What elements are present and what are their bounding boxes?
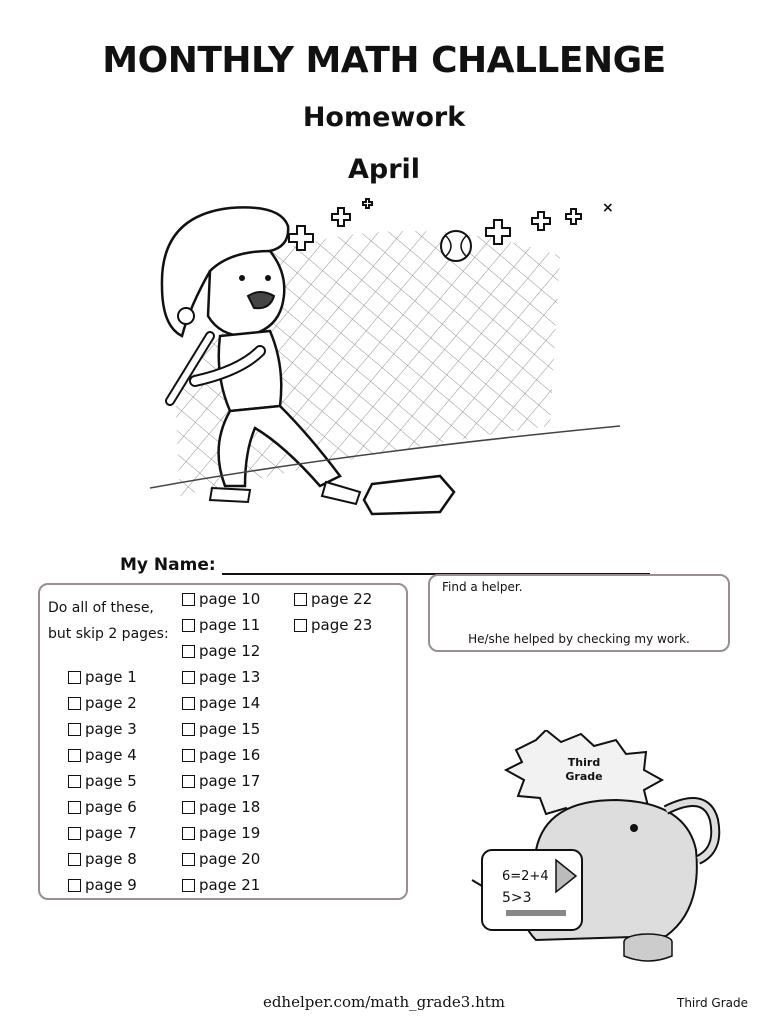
board-text: 5>3 [502, 890, 532, 906]
page-checklist-item[interactable] [182, 692, 260, 714]
page-checklist-item[interactable] [182, 796, 260, 818]
page-label: page 15 [199, 720, 261, 738]
checkbox[interactable] [68, 697, 81, 710]
board-text: 6=2+4 [502, 869, 549, 884]
page-label: page 3 [85, 720, 137, 738]
page-label: page 10 [199, 590, 261, 608]
page-title: MONTHLY MATH CHALLENGE [102, 40, 666, 81]
page-label: page 1 [85, 668, 137, 686]
checkbox[interactable] [182, 827, 195, 840]
page-checklist-item[interactable] [182, 874, 260, 896]
pages-checklist-box [38, 583, 408, 900]
page-label: page 16 [199, 746, 261, 764]
checkbox[interactable] [294, 593, 307, 606]
name-blank-line[interactable] [222, 553, 650, 575]
checkbox[interactable] [68, 827, 81, 840]
checkbox[interactable] [294, 619, 307, 632]
baseball-player-illustration [150, 196, 630, 524]
page-checklist-item[interactable] [182, 744, 260, 766]
checkbox[interactable] [182, 801, 195, 814]
checkbox[interactable] [68, 775, 81, 788]
page-checklist-item[interactable] [68, 770, 137, 792]
page-label: page 13 [199, 668, 261, 686]
burst-text: Third [567, 756, 601, 769]
page-label: page 23 [311, 616, 373, 634]
page-checklist-item[interactable] [182, 848, 260, 870]
page-checklist-item[interactable] [68, 718, 137, 740]
page-label: page 18 [199, 798, 261, 816]
checkbox[interactable] [182, 697, 195, 710]
page-checklist-item[interactable] [182, 666, 260, 688]
elephant-illustration [466, 730, 722, 970]
checkbox[interactable] [182, 619, 195, 632]
page-checklist-item[interactable] [182, 614, 260, 636]
page-checklist-item[interactable] [294, 614, 372, 636]
checklist-instructions [48, 595, 169, 647]
page-checklist-item[interactable] [68, 692, 137, 714]
helper-title: Find a helper. [442, 580, 523, 594]
checkbox[interactable] [182, 775, 195, 788]
page-checklist-item[interactable] [182, 640, 260, 662]
page-label: page 14 [199, 694, 261, 712]
page-checklist-item[interactable] [68, 822, 137, 844]
page-label: page 5 [85, 772, 137, 790]
page-checklist-item[interactable] [68, 874, 137, 896]
footer-url: edhelper.com/math_grade3.htm [262, 993, 506, 1011]
page-label: page 9 [85, 876, 137, 894]
checkbox[interactable] [68, 723, 81, 736]
page-checklist-item[interactable] [182, 822, 260, 844]
page-checklist-item[interactable] [182, 770, 260, 792]
helper-box [428, 574, 730, 652]
page-subtitle: Homework [302, 102, 466, 133]
month-label: April [347, 154, 421, 185]
page-checklist-item[interactable] [182, 588, 260, 610]
checkbox[interactable] [182, 645, 195, 658]
instruction-line: but skip 2 pages: [48, 626, 169, 642]
checkbox[interactable] [182, 879, 195, 892]
page-label: page 21 [199, 876, 261, 894]
checkbox[interactable] [182, 853, 195, 866]
svg-text:×: × [602, 200, 614, 216]
page-label: page 4 [85, 746, 137, 764]
page-checklist-item[interactable] [68, 666, 137, 688]
checkbox[interactable] [68, 749, 81, 762]
page-checklist-item[interactable] [68, 744, 137, 766]
page-label: page 8 [85, 850, 137, 868]
helper-text: He/she helped by checking my work. [468, 632, 690, 646]
page-label: page 7 [85, 824, 137, 842]
footer-grade-label: Third Grade [676, 996, 748, 1010]
checkbox[interactable] [68, 853, 81, 866]
checkbox[interactable] [182, 671, 195, 684]
checkbox[interactable] [182, 749, 195, 762]
page-checklist-item[interactable] [182, 718, 260, 740]
instruction-line: Do all of these, [48, 600, 154, 616]
page-label: page 6 [85, 798, 137, 816]
page-checklist-item[interactable] [294, 588, 372, 610]
checkbox[interactable] [68, 801, 81, 814]
checkbox[interactable] [182, 723, 195, 736]
page-label: page 12 [199, 642, 261, 660]
checkbox[interactable] [68, 671, 81, 684]
page-checklist-item[interactable] [68, 848, 137, 870]
burst-text: Grade [565, 770, 603, 783]
page-label: page 22 [311, 590, 373, 608]
page-label: page 11 [199, 616, 261, 634]
checkbox[interactable] [68, 879, 81, 892]
name-row [120, 545, 650, 575]
page-label: page 2 [85, 694, 137, 712]
page-label: page 17 [199, 772, 261, 790]
page-label: page 20 [199, 850, 261, 868]
name-label: My Name: [120, 555, 216, 575]
checkbox[interactable] [182, 593, 195, 606]
page-label: page 19 [199, 824, 261, 842]
page-checklist-item[interactable] [68, 796, 137, 818]
